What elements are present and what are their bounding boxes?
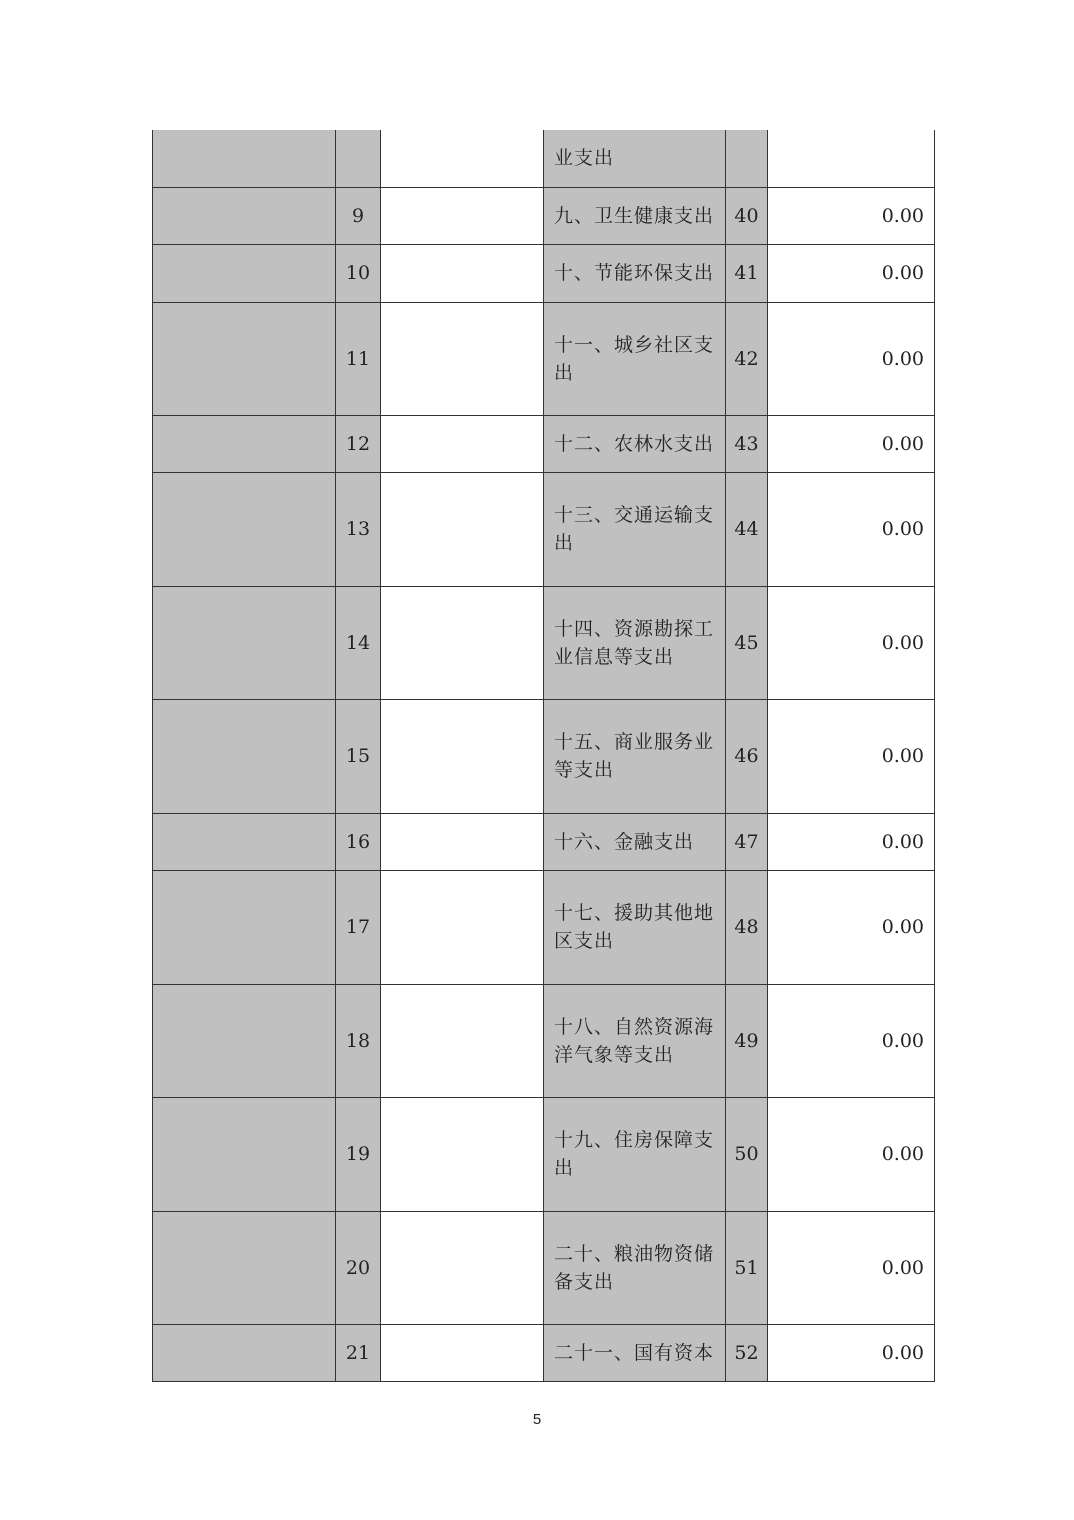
expense-item-cell: 十九、住房保障支出 [544,1097,726,1211]
income-amount-cell [381,984,544,1097]
expense-item-cell: 十三、交通运输支出 [544,472,726,586]
line-number-cell: 46 [726,699,768,813]
seq-cell: 17 [336,870,381,984]
row-label-cell [153,302,336,415]
table-row [153,1211,935,1324]
seq-cell: 13 [336,472,381,586]
line-number-cell: 44 [726,472,768,586]
expense-amount-cell: 0.00 [768,586,935,699]
line-number-cell: 48 [726,870,768,984]
income-amount-cell [381,1211,544,1324]
income-amount-cell [381,244,544,302]
income-amount-cell [381,813,544,870]
row-label-cell [153,187,336,244]
line-number-cell: 40 [726,187,768,244]
income-amount-cell [381,870,544,984]
seq-cell [336,130,381,187]
income-amount-cell [381,187,544,244]
seq-cell: 19 [336,1097,381,1211]
expense-item-cell: 十六、金融支出 [544,813,726,870]
expense-item-cell: 十一、城乡社区支出 [544,302,726,415]
table-row [153,984,935,1097]
expense-amount-cell: 0.00 [768,870,935,984]
expense-amount-cell: 0.00 [768,415,935,472]
row-label-cell [153,586,336,699]
seq-cell: 10 [336,244,381,302]
expense-item-cell: 十四、资源勘探工业信息等支出 [544,586,726,699]
row-label-cell [153,244,336,302]
table-row [153,302,935,415]
expense-amount-cell: 0.00 [768,813,935,870]
income-amount-cell [381,415,544,472]
seq-cell: 15 [336,699,381,813]
row-label-cell [153,699,336,813]
income-amount-cell [381,130,544,187]
seq-cell: 21 [336,1324,381,1381]
expense-amount-cell: 0.00 [768,1097,935,1211]
income-amount-cell [381,1324,544,1381]
line-number-cell: 51 [726,1211,768,1324]
table-row [153,130,935,187]
expense-amount-cell: 0.00 [768,984,935,1097]
seq-cell: 11 [336,302,381,415]
expense-amount-cell [768,130,935,187]
row-label-cell [153,813,336,870]
row-label-cell [153,1097,336,1211]
seq-cell: 20 [336,1211,381,1324]
expense-amount-cell: 0.00 [768,244,935,302]
line-number-cell: 42 [726,302,768,415]
expense-amount-cell: 0.00 [768,472,935,586]
line-number-cell: 47 [726,813,768,870]
income-amount-cell [381,586,544,699]
row-label-cell [153,870,336,984]
page-number: 5 [532,1411,542,1428]
budget-table [152,130,935,1382]
expense-item-cell: 十八、自然资源海洋气象等支出 [544,984,726,1097]
row-label-cell [153,415,336,472]
seq-cell: 12 [336,415,381,472]
income-amount-cell [381,1097,544,1211]
line-number-cell: 43 [726,415,768,472]
seq-cell: 9 [336,187,381,244]
row-label-cell [153,130,336,187]
table-row [153,586,935,699]
table-row [153,813,935,870]
income-amount-cell [381,302,544,415]
expense-item-cell: 二十一、国有资本 [544,1324,726,1381]
expense-item-cell: 九、卫生健康支出 [544,187,726,244]
seq-cell: 18 [336,984,381,1097]
income-amount-cell [381,699,544,813]
expense-amount-cell: 0.00 [768,699,935,813]
table-row [153,415,935,472]
row-label-cell [153,1211,336,1324]
line-number-cell: 45 [726,586,768,699]
table-row [153,1324,935,1381]
table-row [153,699,935,813]
line-number-cell: 41 [726,244,768,302]
income-amount-cell [381,472,544,586]
seq-cell: 14 [336,586,381,699]
expense-amount-cell: 0.00 [768,1211,935,1324]
expense-amount-cell: 0.00 [768,302,935,415]
line-number-cell: 50 [726,1097,768,1211]
table-row [153,1097,935,1211]
expense-item-cell: 十五、商业服务业等支出 [544,699,726,813]
row-label-cell [153,472,336,586]
table-row [153,244,935,302]
expense-amount-cell: 0.00 [768,1324,935,1381]
expense-item-cell: 十二、农林水支出 [544,415,726,472]
expense-item-cell: 业支出 [544,130,726,187]
expense-item-cell: 十七、援助其他地区支出 [544,870,726,984]
line-number-cell: 49 [726,984,768,1097]
expense-item-cell: 二十、粮油物资储备支出 [544,1211,726,1324]
line-number-cell [726,130,768,187]
table-row [153,472,935,586]
seq-cell: 16 [336,813,381,870]
expense-item-cell: 十、节能环保支出 [544,244,726,302]
line-number-cell: 52 [726,1324,768,1381]
expense-amount-cell: 0.00 [768,187,935,244]
table-row [153,187,935,244]
row-label-cell [153,984,336,1097]
table-row [153,870,935,984]
row-label-cell [153,1324,336,1381]
